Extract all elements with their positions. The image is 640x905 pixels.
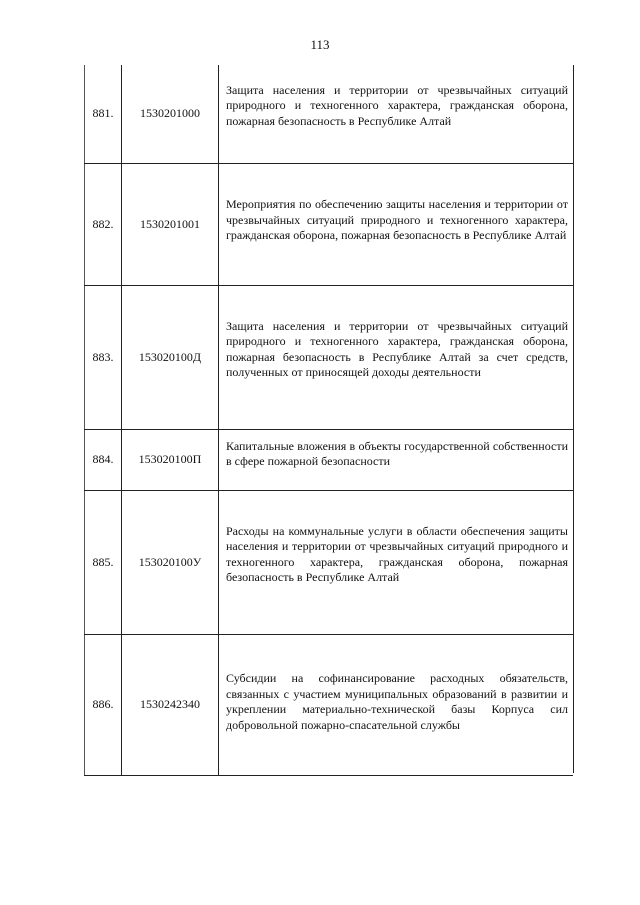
row-description: Защита населения и территории от чрезвычайных ситуаций природного и техногенного характера, гражданская оборона, пожарная безопасность в Республике Алтай за счет средств, полученных от приносящей доходы деятельности [226, 318, 568, 379]
row-description: Субсидии на софинансирование расходных обязательств, связанных с участием муниципальных образований в развитии и укреплении материально-технической базы Корпуса сил добровольной пожарно-спасательной службы [226, 671, 568, 732]
row-number: 881. [85, 65, 122, 164]
row-number: 885. [85, 491, 122, 635]
classification-table-grid [84, 65, 573, 776]
row-description-cell [219, 286, 574, 430]
row-number: 884. [85, 430, 122, 491]
row-description-cell [219, 491, 574, 635]
row-description: Расходы на коммунальные услуги в области обеспечения защиты населения и территории от чрезвычайных ситуаций природного и техногенного характера, гражданская оборона, пожарная безопасность в Республике Алтай [226, 523, 568, 584]
row-description-cell [219, 65, 574, 164]
row-code: 153020100П [122, 430, 219, 491]
table-row [85, 635, 574, 776]
row-number: 883. [85, 286, 122, 430]
row-number: 882. [85, 164, 122, 286]
row-code: 1530201000 [122, 65, 219, 164]
row-description: Капитальные вложения в объекты государственной собственности в сфере пожарной безопасности [226, 438, 568, 468]
row-description-cell [219, 430, 574, 491]
row-description-cell [219, 164, 574, 286]
row-code: 1530242340 [122, 635, 219, 776]
classification-table [84, 65, 574, 773]
row-description: Мероприятия по обеспечению защиты населения и территории от чрезвычайных ситуаций природного и техногенного характера, гражданская оборона, пожарная безопасность в Республике Алтай [226, 197, 568, 243]
row-code: 153020100У [122, 491, 219, 635]
table-row [85, 430, 574, 491]
row-code: 1530201001 [122, 164, 219, 286]
row-description: Защита населения и территории от чрезвычайных ситуаций природного и техногенного характера, гражданская оборона, пожарная безопасность в Республике Алтай [226, 82, 568, 128]
page-number: 113 [310, 37, 330, 52]
table-row [85, 286, 574, 430]
table-row [85, 65, 574, 164]
row-description-cell [219, 635, 574, 776]
row-code: 153020100Д [122, 286, 219, 430]
table-row [85, 491, 574, 635]
row-number: 886. [85, 635, 122, 776]
table-row [85, 164, 574, 286]
